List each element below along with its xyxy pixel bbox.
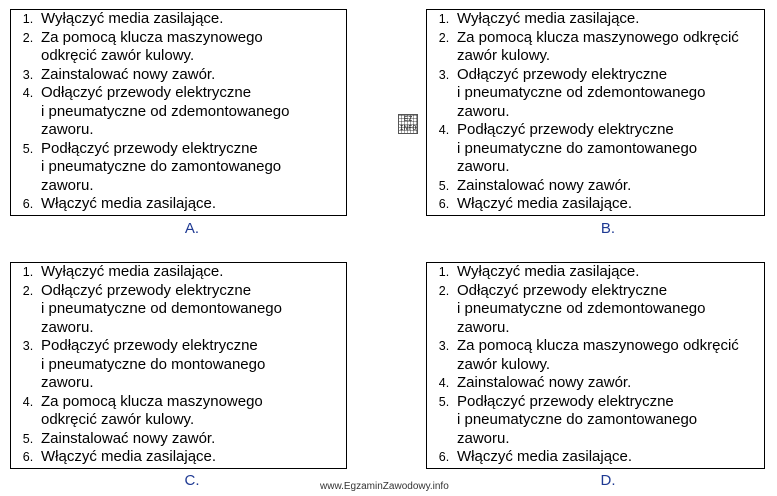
option-c-box [10,262,347,469]
option-c-label[interactable]: C. [184,472,200,489]
option-a-step-2: 2. Za pomocą klucza maszynowego odkręcić zawór kulowy. [22,28,263,64]
option-a-step-4: 4. Odłączyć przewody elektryczne i pneumatyczne od zdemontowanego zaworu. [22,84,290,138]
option-b-step-4: 4. Podłączyć przewody elektryczne i pneumatyczne do zamontowanego zaworu. [438,121,698,175]
option-c-steps [15,263,342,467]
option-b-step-2: 2. Za pomocą klucza maszynowego odkręcić zawór kulowy. [438,28,739,64]
option-b-step-6: 6. Włączyć media zasilające. [438,195,633,212]
site-footer: www.EgzaminZawodowy.info [320,481,449,492]
option-d-step-1: 1. Wyłączyć media zasilające. [438,263,640,280]
option-c-step-3: 3. Podłączyć przewody elektryczne i pneumatyczne do montowanego zaworu. [22,337,266,391]
option-c-step-1: 1. Wyłączyć media zasilające. [22,263,224,280]
option-a-steps [15,10,342,214]
option-a-step-5: 5. Podłączyć przewody elektryczne i pneumatyczne do zamontowanego zaworu. [22,139,282,194]
option-b-label[interactable]: B. [600,220,616,237]
option-c-step-4: 4. Za pomocą klucza maszynowego odkręcić zawór kulowy. [22,392,263,428]
option-d-steps [431,263,760,467]
option-c-step-5: 5. Zainstalować nowy zawór. [22,429,216,447]
option-d-step-2: 2. Odłączyć przewody elektryczne i pneumatyczne od zdemontowanego zaworu. [438,281,706,336]
option-d-step-3: 3. Za pomocą klucza maszynowego odkręcić zawór kulowy. [438,337,739,373]
option-a-box [10,9,347,216]
option-d-step-5: 5. Podłączyć przewody elektryczne i pneumatyczne do zamontowanego zaworu. [438,392,698,447]
option-a-step-1: 1. Wyłączyć media zasilające. [22,10,224,27]
option-a-label[interactable]: A. [184,220,200,237]
option-b-step-5: 5. Zainstalować nowy zawór. [438,176,632,194]
option-d-label[interactable]: D. [600,472,616,489]
option-a-step-6: 6. Włączyć media zasilające. [22,195,217,212]
option-d-step-6: 6. Włączyć media zasilające. [438,448,633,465]
option-b-steps [431,10,760,214]
option-d-step-4: 4. Zainstalować nowy zawór. [438,374,632,391]
option-b-step-1: 1. Wyłączyć media zasilające. [438,10,640,27]
option-b-box [426,9,765,216]
option-c-step-6: 6. Włączyć media zasilające. [22,448,217,465]
option-a-step-3: 3. Zainstalować nowy zawór. [22,65,216,83]
option-c-step-2: 2. Odłączyć przewody elektryczne i pneumatyczne od demontowanego zaworu. [22,281,282,336]
option-b-step-3: 3. Odłączyć przewody elektryczne i pneumatyczne od zdemontowanego zaworu. [438,65,706,120]
option-d-box [426,262,765,469]
qr-code-icon: EZ INFO [399,115,417,132]
